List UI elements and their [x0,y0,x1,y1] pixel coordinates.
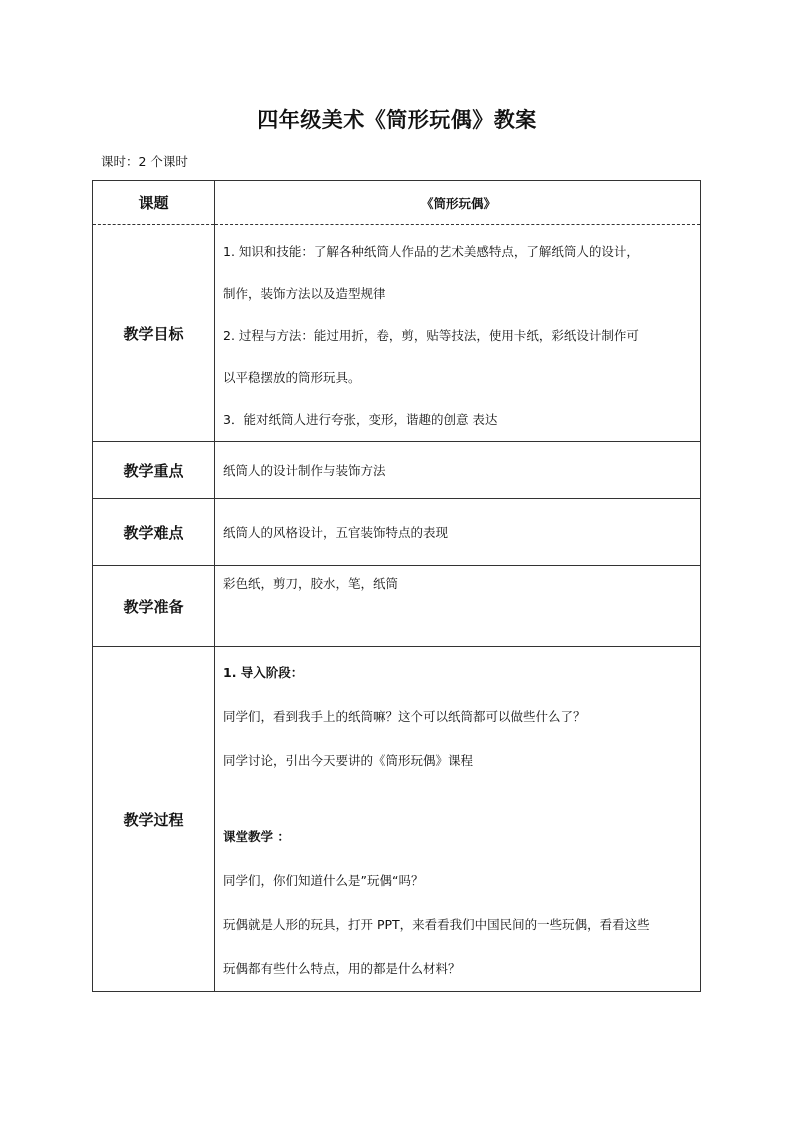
goal-line: 制作，装饰方法以及造型规律 [223,286,386,301]
goals-row [93,225,701,442]
intro-heading: 1. 导入阶段： [223,665,304,680]
preparation-value: 彩色纸，剪刀，胶水，笔，纸筒 [215,566,701,647]
difficulty-row [93,499,701,566]
process-line: 同学们，看到我手上的纸筒嘛？这个可以纸筒都可以做些什么了？ [223,709,586,724]
spacer [223,783,694,815]
process-line: 同学讨论，引出今天要讲的《筒形玩偶》课程 [223,753,474,768]
goal-line: 以平稳摆放的筒形玩具。 [223,370,361,385]
class-heading: 课堂教学 ： [223,829,290,844]
process-content [215,647,701,992]
goal-line: 3．能对纸筒人进行夸张，变形，谐趣的创意 表达 [223,412,498,427]
lesson-plan-table [92,180,701,992]
key-points-row [93,442,701,499]
preparation-row [93,566,701,647]
key-points-label: 教学重点 [93,442,215,499]
goals-label: 教学目标 [93,225,215,442]
difficulty-value: 纸筒人的风格设计，五官装饰特点的表现 [215,499,701,566]
process-line: 同学们，你们知道什么是”玩偶“吗？ [223,873,424,888]
topic-row [93,181,701,225]
goal-line: 1. 知识和技能：了解各种纸筒人作品的艺术美感特点，了解纸筒人的设计， [223,244,639,259]
process-line: 玩偶就是人形的玩具，打开 PPT，来看看我们中国民间的一些玩偶，看看这些 [223,917,650,932]
process-row [93,647,701,992]
goal-line: 2. 过程与方法：能过用折，卷，剪，贴等技法，使用卡纸，彩纸设计制作可 [223,328,639,343]
goals-content [215,225,701,442]
process-label: 教学过程 [93,647,215,992]
process-line: 玩偶都有些什么特点，用的都是什么材料？ [223,961,461,976]
key-points-value: 纸筒人的设计制作与装饰方法 [215,442,701,499]
lesson-duration: 课时：2 个课时 [101,154,188,169]
document-title: 四年级美术《筒形玩偶》教案 [257,108,537,132]
topic-value: 《筒形玩偶》 [215,181,701,225]
preparation-label: 教学准备 [93,566,215,647]
topic-label: 课题 [93,181,215,225]
difficulty-label: 教学难点 [93,499,215,566]
